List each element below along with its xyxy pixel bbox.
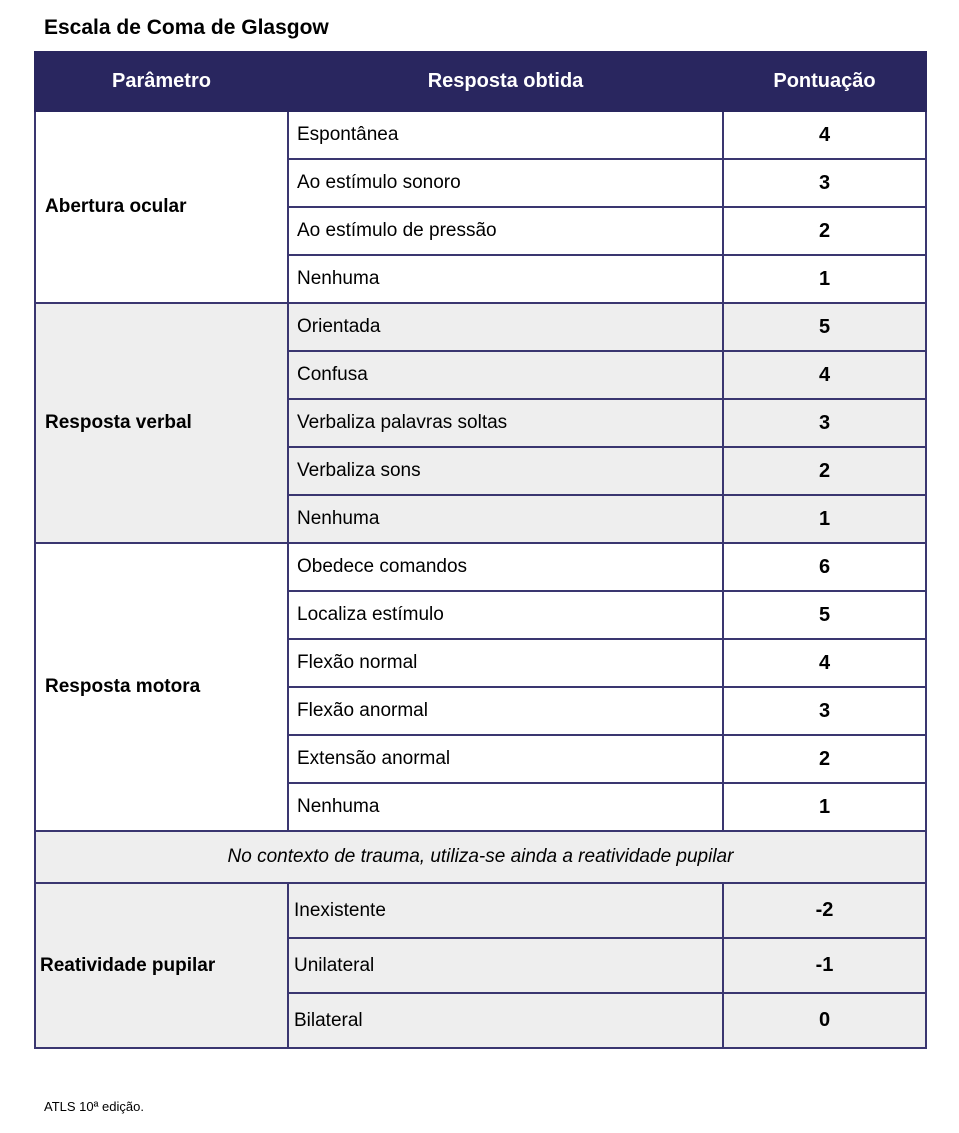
response-cell: Flexão anormal: [288, 687, 723, 735]
response-cell: Extensão anormal: [288, 735, 723, 783]
response-cell: Verbaliza palavras soltas: [288, 399, 723, 447]
response-cell: Obedece comandos: [288, 543, 723, 591]
response-cell: Flexão normal: [288, 639, 723, 687]
response-cell: Localiza estímulo: [288, 591, 723, 639]
table-row: [35, 883, 926, 938]
score-cell: 4: [723, 639, 926, 687]
score-cell: 6: [723, 543, 926, 591]
score-cell: 1: [723, 783, 926, 831]
score-cell: 4: [723, 351, 926, 399]
response-cell: Bilateral: [288, 993, 723, 1048]
trauma-note: No contexto de trauma, utiliza-se ainda a reatividade pupilar: [35, 831, 926, 883]
parameter-cell: Resposta verbal: [35, 303, 288, 543]
score-cell: -1: [723, 938, 926, 993]
source-citation: ATLS 10ª edição.: [44, 1099, 144, 1114]
response-cell: Nenhuma: [288, 495, 723, 543]
response-cell: Orientada: [288, 303, 723, 351]
score-cell: 3: [723, 159, 926, 207]
score-cell: 2: [723, 735, 926, 783]
response-cell: Nenhuma: [288, 783, 723, 831]
table-row: [35, 111, 926, 159]
response-cell: Ao estímulo sonoro: [288, 159, 723, 207]
score-cell: 5: [723, 303, 926, 351]
header-row: [35, 52, 926, 111]
score-cell: 3: [723, 687, 926, 735]
response-cell: Verbaliza sons: [288, 447, 723, 495]
response-cell: Nenhuma: [288, 255, 723, 303]
header-score: Pontuação: [723, 52, 926, 111]
table-row: [35, 543, 926, 591]
note-row: [35, 831, 926, 883]
score-cell: 2: [723, 447, 926, 495]
response-cell: Confusa: [288, 351, 723, 399]
table-title: Escala de Coma de Glasgow: [44, 16, 329, 39]
score-cell: 1: [723, 495, 926, 543]
header-parameter: Parâmetro: [35, 52, 288, 111]
response-cell: Unilateral: [288, 938, 723, 993]
score-cell: 1: [723, 255, 926, 303]
header-response: Resposta obtida: [288, 52, 723, 111]
score-cell: 4: [723, 111, 926, 159]
table-body: [35, 111, 926, 1048]
score-cell: -2: [723, 883, 926, 938]
response-cell: Inexistente: [288, 883, 723, 938]
score-cell: 3: [723, 399, 926, 447]
score-cell: 5: [723, 591, 926, 639]
parameter-cell: Reatividade pupilar: [35, 883, 288, 1048]
glasgow-table: [34, 51, 927, 1049]
table-row: [35, 303, 926, 351]
response-cell: Espontânea: [288, 111, 723, 159]
parameter-cell: Resposta motora: [35, 543, 288, 831]
score-cell: 0: [723, 993, 926, 1048]
parameter-cell: Abertura ocular: [35, 111, 288, 303]
score-cell: 2: [723, 207, 926, 255]
response-cell: Ao estímulo de pressão: [288, 207, 723, 255]
